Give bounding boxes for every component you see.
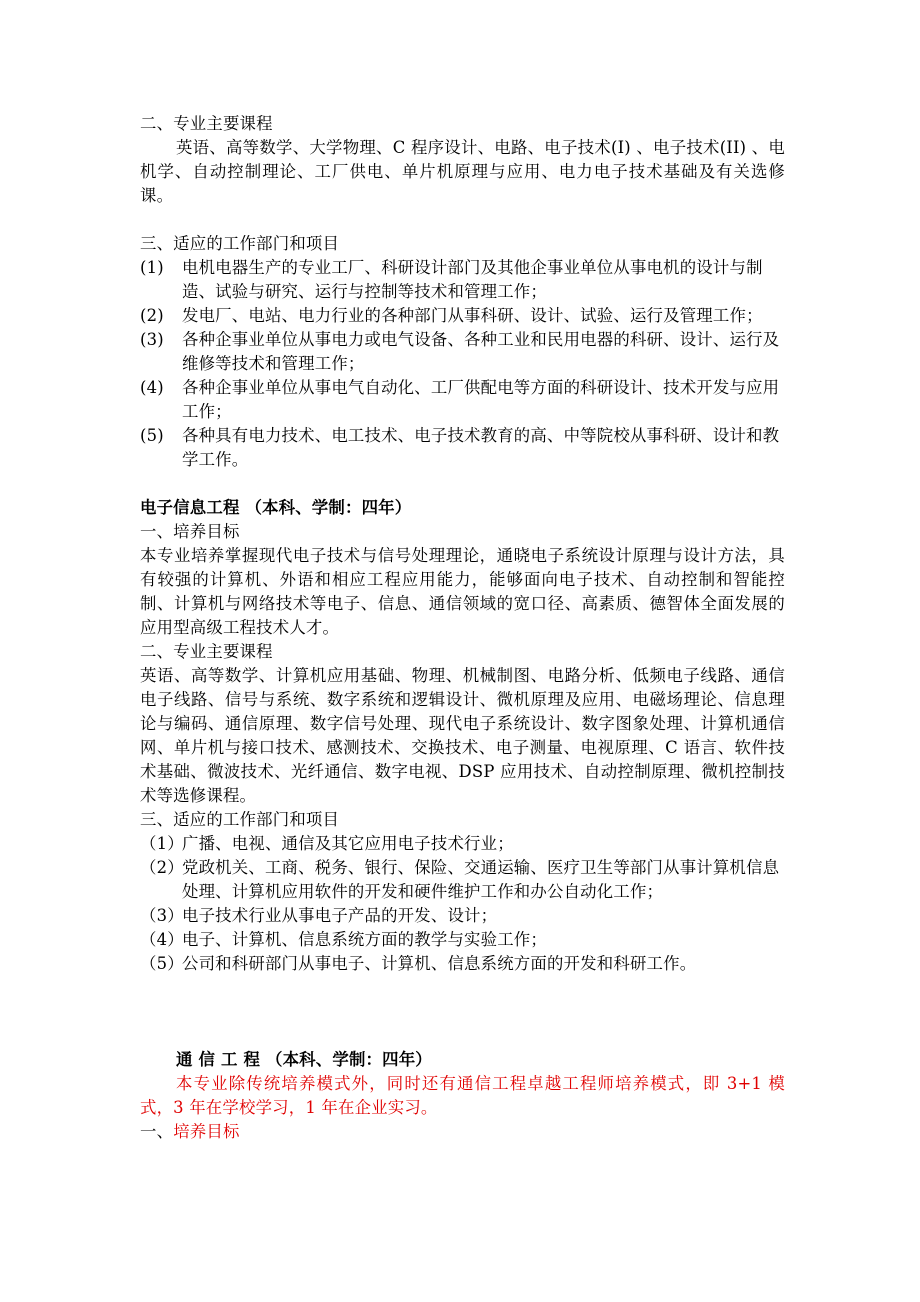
section-title: 一、培养目标 bbox=[140, 522, 240, 541]
list-item: （3） 电子技术行业从事电子产品的开发、设计； bbox=[140, 906, 498, 925]
section-title bbox=[140, 1120, 785, 1144]
list-item: (2) 发电厂、电站、电力行业的各种部门从事科研、设计、试验、运行及管理工作； bbox=[140, 306, 763, 325]
list-item: （5） 公司和科研部门从事电子、计算机、信息系统方面的开发和科研工作。 bbox=[140, 954, 697, 973]
work-list bbox=[140, 832, 785, 976]
course-list: 英语、高等数学、计算机应用基础、物理、机械制图、电路分析、低频电子线路、通信电子线路、信号与系统、数字系统和逻辑设计、微机原理及应用、电磁场理论、信息理论与编码、通信原理、数字信号处理、现代电子系统设计、数字图象处理、计算机通信网、单片机与接口技术、感测技术、交换技术、电子测量、电视原理、C 语言、软件技术基础、微波技术、光纤通信、数字电视、DSP 应用技术、自动控制原理、微机控制技术等选修课程。 bbox=[140, 666, 785, 805]
section-title-text: 培养目标 bbox=[173, 1122, 240, 1141]
section-number: 一、 bbox=[140, 1122, 174, 1141]
list-item: (5) 各种具有电力技术、电工技术、电子技术教育的高、中等院校从事科研、设计和教学工作。 bbox=[140, 426, 780, 469]
section-title: 三、适应的工作部门和项目 bbox=[140, 810, 340, 829]
course-list: 英语、高等数学、大学物理、C 程序设计、电路、电子技术(I) 、电子技术(II) 、电机学、自动控制理论、工厂供电、单片机原理与应用、电力电子技术基础及有关选修课。 bbox=[140, 138, 785, 205]
list-item: （4） 电子、计算机、信息系统方面的教学与实验工作； bbox=[140, 930, 547, 949]
major-heading: 电子信息工程 （本科、学制：四年） bbox=[140, 498, 412, 517]
work-list bbox=[140, 256, 785, 472]
list-item: （2） 党政机关、工商、税务、银行、保险、交通运输、医疗卫生等部门从事计算机信息处理、计算机应用软件的开发和硬件维护工作和办公自动化工作； bbox=[140, 858, 780, 901]
document-page bbox=[140, 112, 785, 1144]
section-title: 二、专业主要课程 bbox=[140, 114, 273, 133]
list-item: (1) 电机电器生产的专业工厂、科研设计部门及其他企事业单位从事电机的设计与制造、试验与研究、运行与控制等技术和管理工作； bbox=[140, 258, 763, 301]
intro-text: 本专业除传统培养模式外，同时还有通信工程卓越工程师培养模式，即 3+1 模式，3 年在学校学习，1 年在企业实习。 bbox=[140, 1074, 785, 1117]
section-title: 三、适应的工作部门和项目 bbox=[140, 234, 340, 253]
list-item: (3) 各种企事业单位从事电力或电气设备、各种工业和民用电器的科研、设计、运行及维修等技术和管理工作； bbox=[140, 330, 780, 373]
list-item: (4) 各种企事业单位从事电气自动化、工厂供配电等方面的科研设计、技术开发与应用工作； bbox=[140, 378, 780, 421]
section-title: 二、专业主要课程 bbox=[140, 642, 273, 661]
objective-text: 本专业培养掌握现代电子技术与信号处理理论，通晓电子系统设计原理与设计方法，具有较强的计算机、外语和相应工程应用能力，能够面向电子技术、自动控制和智能控制、计算机与网络技术等电子、信息、通信领域的宽口径、高素质、德智体全面发展的应用型高级工程技术人才。 bbox=[140, 546, 785, 637]
major-heading: 通 信 工 程 （本科、学制：四年） bbox=[176, 1050, 432, 1069]
list-item: （1） 广播、电视、通信及其它应用电子技术行业； bbox=[140, 834, 514, 853]
